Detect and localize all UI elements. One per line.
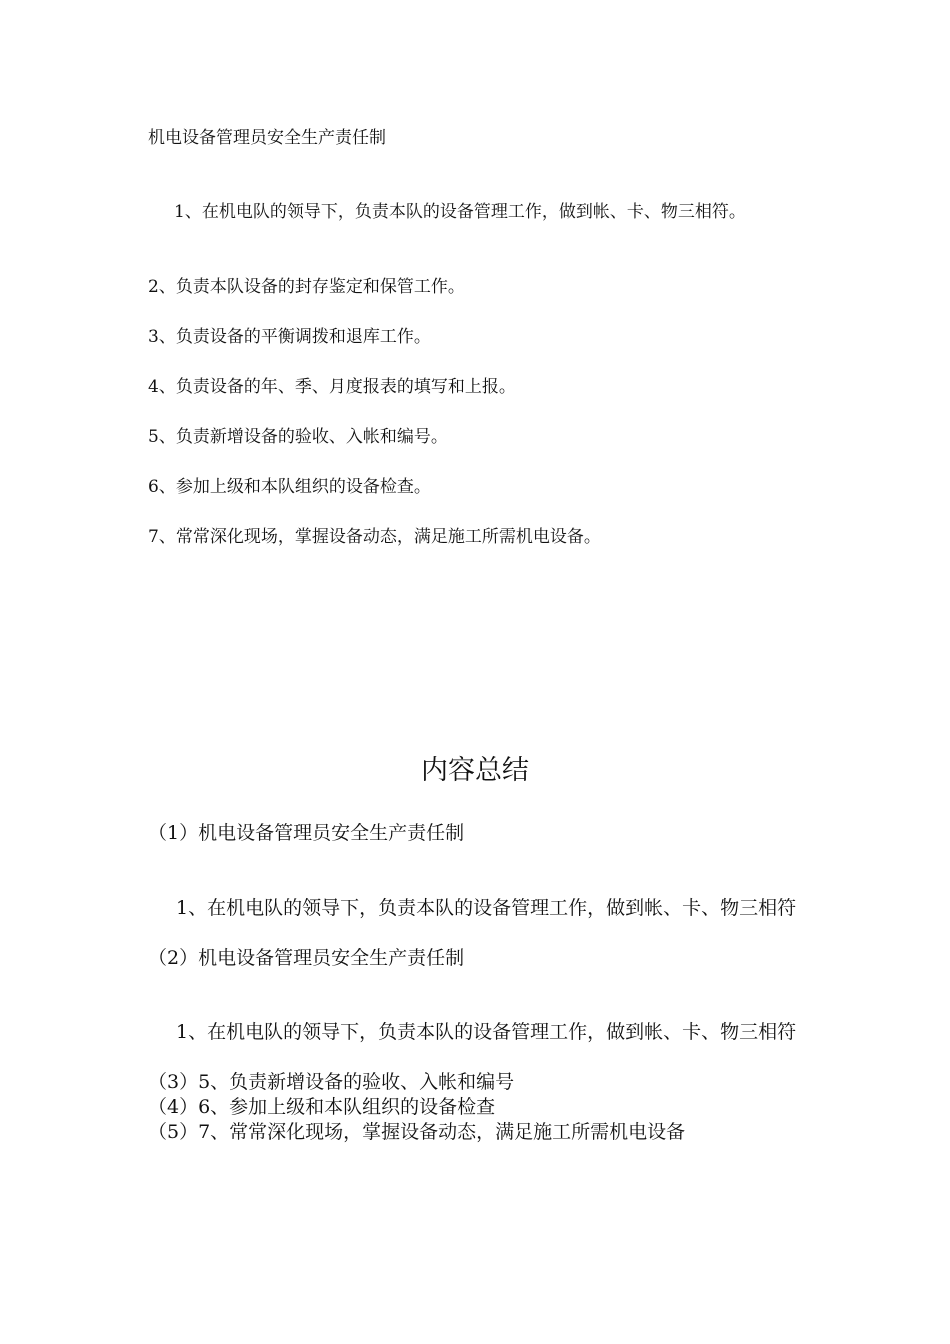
list-item-7: 7、常常深化现场，掌握设备动态，满足施工所需机电设备。 (148, 527, 601, 547)
summary-entry-6: （4）6、参加上级和本队组织的设备检查 (148, 1096, 496, 1118)
summary-entry-5: （3）5、负责新增设备的验收、入帐和编号 (148, 1071, 515, 1093)
summary-entry-7: （5）7、常常深化现场，掌握设备动态，满足施工所需机电设备 (148, 1121, 686, 1143)
list-item-1: 1、在机电队的领导下，负责本队的设备管理工作，做到帐、卡、物三相符。 (174, 202, 746, 222)
summary-entry-2: 1、在机电队的领导下，负责本队的设备管理工作，做到帐、卡、物三相符 (176, 897, 797, 919)
list-item-2: 2、负责本队设备的封存鉴定和保管工作。 (148, 277, 465, 297)
list-item-5: 5、负责新增设备的验收、入帐和编号。 (148, 427, 448, 447)
summary-entry-1: （1）机电设备管理员安全生产责任制 (148, 822, 465, 844)
list-item-3: 3、负责设备的平衡调拨和退库工作。 (148, 327, 431, 347)
summary-heading: 内容总结 (421, 755, 529, 786)
list-item-6: 6、参加上级和本队组织的设备检查。 (148, 477, 431, 497)
summary-entry-4: 1、在机电队的领导下，负责本队的设备管理工作，做到帐、卡、物三相符 (176, 1021, 797, 1043)
list-item-4: 4、负责设备的年、季、月度报表的填写和上报。 (148, 377, 516, 397)
document-title: 机电设备管理员安全生产责任制 (148, 128, 386, 148)
summary-entry-3: （2）机电设备管理员安全生产责任制 (148, 947, 465, 969)
